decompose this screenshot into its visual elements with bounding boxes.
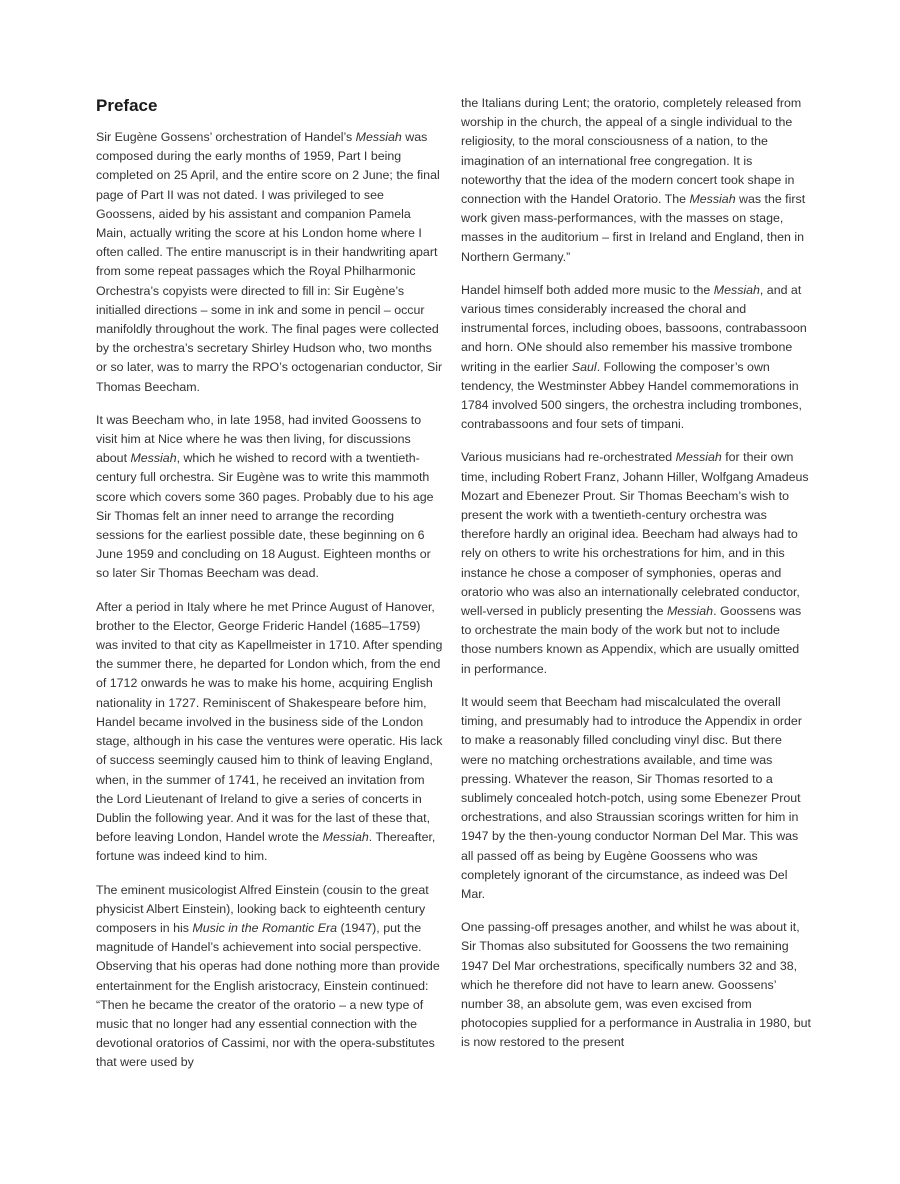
paragraph-text: It was Beecham who, in late 1958, had invited Goossens to visit him at Nice where he was then living, for discussions about [96,412,422,466]
paragraph [96,411,444,584]
paragraph-text: One passing-off presages another, and whilst he was about it, Sir Thomas also subsituted for Goossens the two remaining 1947 Del Mar orchestrations, specifically numbers 32 and 38, which he therefore did not have to learn anew. Goossens’ number 38, an absolute gem, was even excised from photocopies supplied for a performance in Australia in 1980, but is now restored to the present [461,920,811,1050]
paragraph-text: Sir Eugène Gossens’ orchestration of Handel’s [96,130,356,144]
italic-title-text: Messiah [130,451,177,466]
paragraph [96,881,444,1073]
left-column [96,94,444,1087]
italic-title-text: Music in the Romantic Era [192,920,338,935]
italic-title-text: Messiah [713,282,760,297]
paragraph-text: was composed during the early months of 1959, Part I being completed on 25 April, and the entire score on 2 June; the final page of Part II was not dated. I was privileged to see Goossens, aided by his assistant and companion Pamela Main, actually writing the score at his London home where I often called. The entire manuscript is in their handwriting apart from some repeat passages which the Royal Philharmonic Orchestra’s copyists were directed to fill in: Sir Eugène’s initialled directions – some in ink and some in pencil – occur manifoldly throughout the work. The final pages were collected by the orchestra’s secretary Shirley Hudson who, two months or so later, was to marry the RPO’s octogenarian conductor, Sir Thomas Beecham. [96,130,443,394]
paragraph-text: . Thereafter, fortune was indeed kind to him. [96,830,436,864]
italic-title-text: Messiah [322,830,369,845]
paragraph-text: After a period in Italy where he met Prince August of Hanover, brother to the Elector, George Frideric Handel (1685–1759) was invited to that city as Kapellmeister in 1710. After spending the summer there, he departed for London which, from the end of 1712 onwards he was to make his home, acquiring English nationality in 1727. Reminiscent of Shakespeare before him, Handel became involved in the business side of the London stage, although in his case the ventures were operatic. His lack of success seemingly caused him to think of leaving England, when, in the summer of 1741, he received an invitation from the Lord Lieutenant of Ireland to give a series of concerts in Dublin the following year. And it was for the last of these that, before leaving London, Handel wrote the [96,599,443,845]
paragraph [96,128,444,397]
paragraph-text: for their own time, including Robert Franz, Johann Hiller, Wolfgang Amadeus Mozart and Ebenezer Prout. Sir Thomas Beecham’s wish to present the work with a twentieth-century orchestra was therefore hardly an original idea. Beecham had always had to rely on others to write his orchestrations for him, and in this instance he chose a composer of symphonies, operas and oratorio who was also an internationally celebrated conductor, well-versed in publicly presenting the [461,450,809,619]
italic-title-text: Messiah [355,130,402,144]
paragraph-text: The eminent musicologist Alfred Einstein (cousin to the great physicist Albert Einstein), looking back to eighteenth century composers in his [96,882,429,935]
paragraph [96,598,444,867]
paragraph-text: the Italians during Lent; the oratorio, completely released from worship in the church, the appeal of a single individual to the religiosity, to the moral consciousness of a nation, to the imagination of an international free congregation. It is noteworthy that the idea of the modern concert took shape in connection with the Handel Oratorio. The [461,96,802,207]
paragraph-text: , which he wished to record with a twentieth-century full orchestra. Sir Eugène was to write this mammoth score which covers some 360 pages. Probably due to his age Sir Thomas felt an inner need to arrange the recording sessions for the earliest possible date, these beginning on 6 June 1959 and concluding on 18 August. Eighteen months or so later Sir Thomas Beecham was dead. [96,451,434,581]
paragraph [461,94,811,267]
italic-title-text: Messiah [689,192,736,207]
paragraph-text: Various musicians had re-orchestrated [461,450,676,465]
right-column-body [461,94,811,1053]
paragraph-text: , and at various times considerably increased the choral and instrumental forces, including oboes, bassoons, contrabassoon and horn. ONe should also remember his massive trombone writing in the earlier [461,282,807,374]
paragraph-text: It would seem that Beecham had miscalculated the overall timing, and presumably had to introduce the Appendix in order to make a reasonably filled concluding vinyl disc. But there were no matching orchestrations available, and time was pressing. Whatever the reason, Sir Thomas resorted to a sublimely concealed hotch-potch, using some Ebenezer Prout orchestrations, and also Straussian scorings written for him in 1947 by the then-young conductor Norman Del Mar. This was all passed off as being by Eugène Goossens who was completely ignorant of the circumstance, as indeed was Del Mar. [461,694,802,901]
paragraph-text: . Following the composer’s own tendency, the Westminster Abbey Handel commemorations in 1784 involved 500 singers, the orchestra including trombones, contrabassoons and four sets of timpani. [461,359,802,432]
italic-title-text: Messiah [675,450,722,465]
right-column [461,94,811,1067]
paragraph [461,918,811,1052]
left-column-body [96,128,444,1073]
paragraph [461,693,811,904]
page-title: Preface [96,96,158,115]
paragraph-text: (1947), put the magnitude of Handel’s achievement into social perspective. Observing that his operas had done nothing more than provide entertainment for the English aristocracy, Einstein continued: “Then he became the creator of the oratorio – a new type of music that no longer had any essential connection with the devotional oratorios of Cassimi, nor with the opera-substitutes that were used by [96,920,440,1070]
paragraph [461,281,811,435]
italic-title-text: Saul [571,359,597,374]
paragraph-text: . Goossens was to orchestrate the main body of the work but not to include those numbers known as Appendix, which are usually omitted in performance. [461,604,802,676]
paragraph-text: was the first work given mass-performances, with the masses on stage, masses in the auditorium – first in Ireland and England, then in Northern Germany.” [461,192,806,264]
italic-title-text: Messiah [666,604,714,619]
paragraph-text: Handel himself both added more music to the [461,282,714,297]
paragraph [461,448,811,678]
